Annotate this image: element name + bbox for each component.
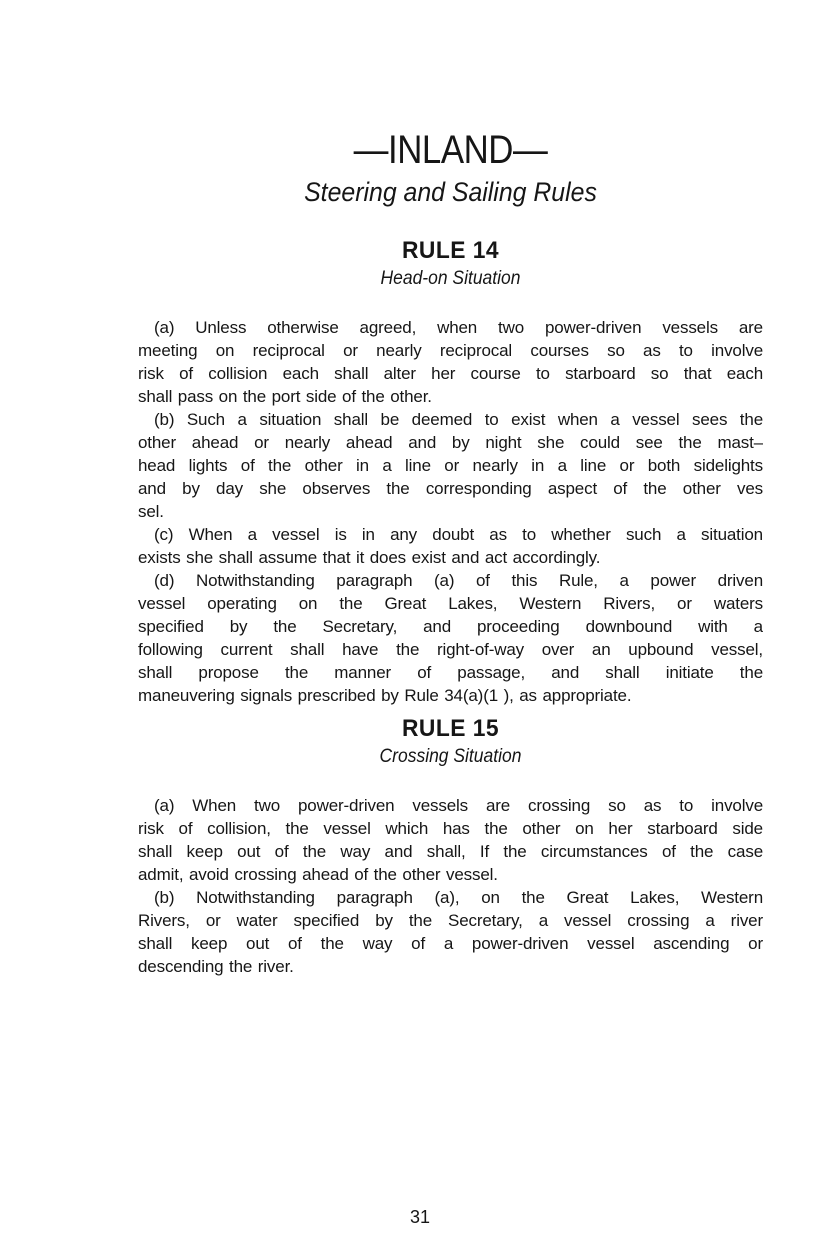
paragraph-line: following current shall have the right-of-way over an upbound vessel, [138,640,763,659]
paragraph-line: exists she shall assume that it does exist and act accordingly. [138,548,601,567]
page-content [138,0,763,978]
page-number: 31 [409,1207,431,1227]
paragraph-line: (a) When two power-driven vessels are crossing so as to involve [154,796,763,815]
paragraph-line: vessel operating on the Great Lakes, Western Rivers, or waters [138,594,763,613]
rule-section [138,236,763,707]
paragraph-line: (a) Unless otherwise agreed, when two power-driven vessels are [154,318,763,337]
paragraph-line: shall pass on the port side of the other. [138,387,432,406]
rule-body [138,316,763,707]
rule-subheading: Crossing Situation [379,746,522,767]
rule-body [138,794,763,978]
rule-paragraph [138,523,763,569]
paragraph-line: Rivers, or water specified by the Secretary, a vessel crossing a river [138,911,763,930]
rules-container [138,236,763,978]
paragraph-line: shall keep out of the way of a power-driven vessel ascending or [138,934,763,953]
paragraph-line: and by day she observes the corresponding aspect of the other ves [138,479,763,498]
rule-subheading: Head-on Situation [380,268,521,289]
paragraph-line: risk of collision each shall alter her course to starboard so that each [138,364,763,383]
document-subtitle: Steering and Sailing Rules [304,177,597,207]
paragraph-line: shall keep out of the way and shall, If the circumstances of the case [138,842,763,861]
rule-paragraph [138,569,763,707]
document-title: —INLAND— [353,128,548,172]
rule-section [138,714,763,978]
rule-heading: RULE 15 [401,715,500,742]
rule-paragraph [138,794,763,886]
paragraph-line: shall propose the manner of passage, and shall initiate the [138,663,763,682]
paragraph-line: (b) Such a situation shall be deemed to exist when a vessel sees the [154,410,763,429]
paragraph-line: head lights of the other in a line or nearly in a line or both sidelights [138,456,763,475]
paragraph-line: descending the river. [138,957,294,976]
paragraph-line: admit, avoid crossing ahead of the other vessel. [138,865,498,884]
rule-paragraph [138,316,763,408]
rule-paragraph [138,886,763,978]
paragraph-line: (b) Notwithstanding paragraph (a), on the Great Lakes, Western [154,888,763,907]
paragraph-line: meeting on reciprocal or nearly reciprocal courses so as to involve [138,341,763,360]
paragraph-line: (d) Notwithstanding paragraph (a) of this Rule, a power driven [154,571,763,590]
paragraph-line: risk of collision, the vessel which has the other on her starboard side [138,819,763,838]
paragraph-line: (c) When a vessel is in any doubt as to whether such a situation [154,525,763,544]
rule-heading: RULE 14 [401,237,500,264]
paragraph-line: sel. [138,502,164,521]
rule-paragraph [138,408,763,523]
paragraph-line: specified by the Secretary, and proceeding downbound with a [138,617,763,636]
paragraph-line: other ahead or nearly ahead and by night she could see the mast– [138,433,763,452]
paragraph-line: maneuvering signals prescribed by Rule 34(a)(1 ), as appropriate. [138,686,632,705]
